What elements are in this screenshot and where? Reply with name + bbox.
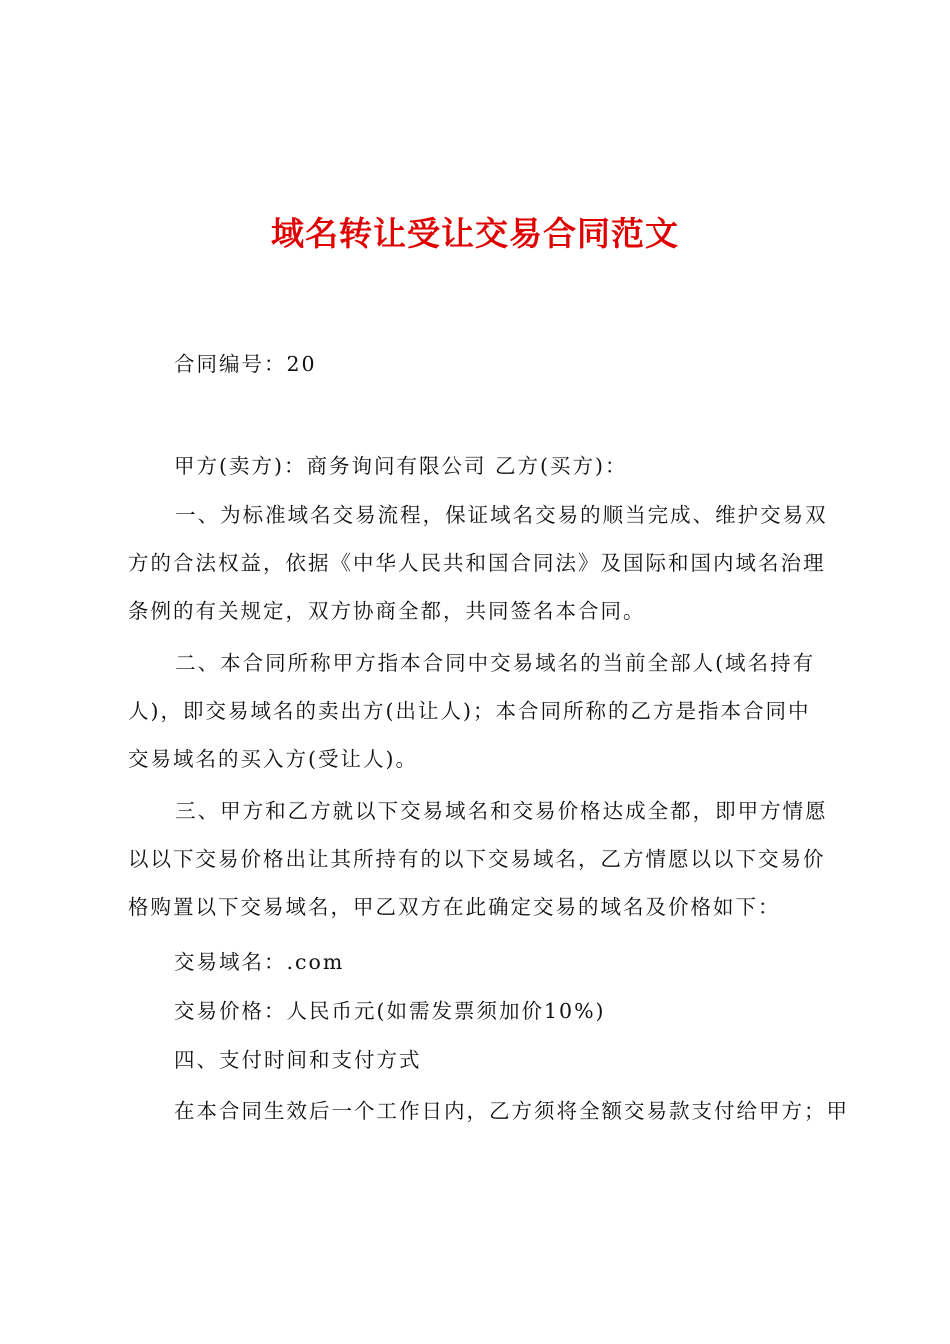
price-line: 交易价格：人民币元(如需发票须加价10%) bbox=[174, 999, 606, 1023]
payment-line: 在本合同生效后一个工作日内，乙方须将全额交易款支付给甲方；甲 bbox=[174, 1099, 849, 1123]
clause-3: 三、甲方和乙方就以下交易域名和交易价格达成全都，即甲方情愿以以下交易价格出让其所持有的以下交易域名，乙方情愿以以下交易价格购置以下交易域名，甲乙双方在此确定交易的域名及价格如下： bbox=[128, 799, 828, 919]
clause-4-heading: 四、支付时间和支付方式 bbox=[174, 1048, 422, 1072]
clause-2: 二、本合同所称甲方指本合同中交易域名的当前全部人(域名持有人)，即交易域名的卖出方(出让人)；本合同所称的乙方是指本合同中交易域名的买入方(受让人)。 bbox=[128, 651, 816, 771]
clause-1: 一、为标准域名交易流程，保证域名交易的顺当完成、维护交易双方的合法权益，依据《中华人民共和国合同法》及国际和国内域名治理条例的有关规定，双方协商全都，共同签名本合同。 bbox=[128, 503, 828, 623]
document-title: 域名转让受让交易合同范文 bbox=[271, 214, 679, 253]
contract-number: 合同编号：20 bbox=[174, 352, 317, 376]
domain-line: 交易域名：.com bbox=[174, 950, 345, 974]
parties-line: 甲方(卖方)：商务询问有限公司 乙方(买方)： bbox=[174, 454, 628, 478]
